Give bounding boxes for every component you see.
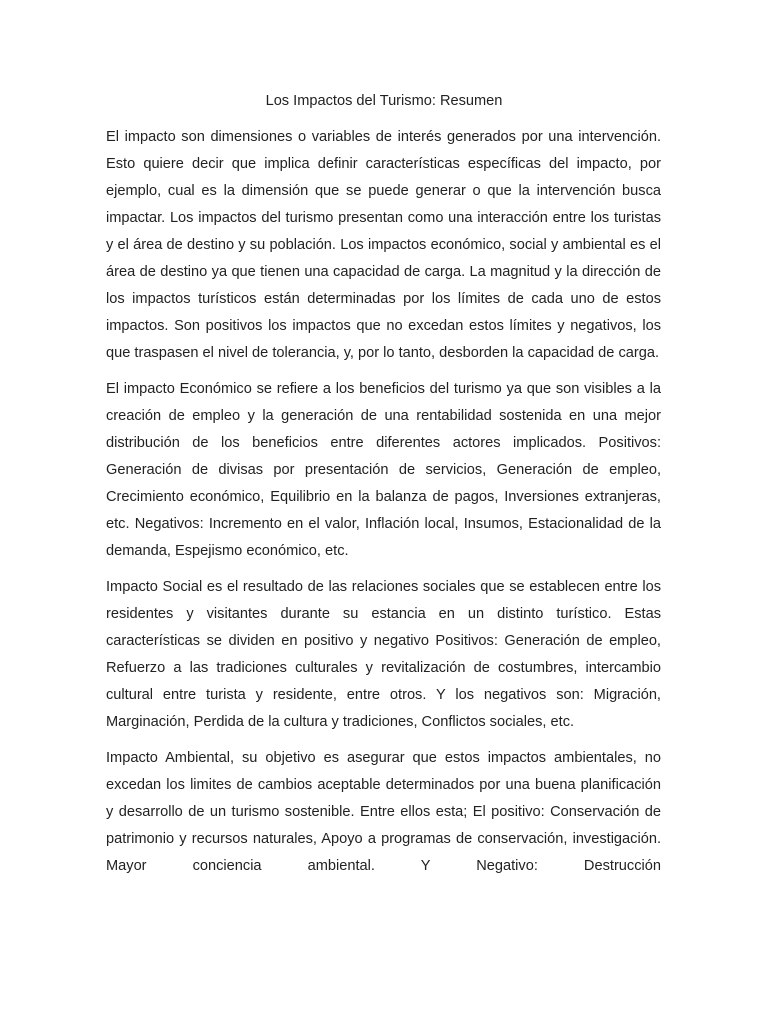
paragraph-intro: El impacto son dimensiones o variables de interés generados por una intervención. Esto quiere decir que implica definir características específicas del impacto, por ejemplo, cual es la dimensión que se puede generar o que la intervención busca impactar. Los impactos del turismo presentan como una interacción entre los turistas y el área de destino y su población. Los impactos económico, social y ambiental es el área de destino ya que tienen una capacidad de carga. La magnitud y la dirección de los impactos turísticos están determinadas por los límites de cada uno de estos impactos. Son positivos los impactos que no excedan estos límites y negativos, los que traspasen el nivel de tolerancia, y, por lo tanto, desborden la capacidad de carga.	[106, 129, 661, 361]
document-title: Los Impactos del Turismo: Resumen	[265, 93, 503, 109]
paragraph-environmental-impact: Impacto Ambiental, su objetivo es asegurar que estos impactos ambientales, no excedan los limites de cambios aceptable determinados por una buena planificación y desarrollo de un turismo sostenible. Entre ellos esta; El positivo: Conservación de patrimonio y recursos naturales, Apoyo a programas de conservación, investigación. Mayor conciencia ambiental. Y Negativo: Destrucción	[106, 750, 661, 874]
paragraph-economic-impact: El impacto Económico se refiere a los beneficios del turismo ya que son visibles a la creación de empleo y la generación de una rentabilidad sostenida en una mejor distribución de los beneficios entre diferentes actores implicados. Positivos: Generación de divisas por presentación de servicios, Generación de empleo, Crecimiento económico, Equilibrio en la balanza de pagos, Inversiones extranjeras, etc. Negativos: Incremento en el valor, Inflación local, Insumos, Estacionalidad de la demanda, Espejismo económico, etc.	[106, 381, 661, 559]
paragraph-social-impact: Impacto Social es el resultado de las relaciones sociales que se establecen entre los residentes y visitantes durante su estancia en un distinto turístico. Estas características se dividen en positivo y negativo Positivos: Generación de empleo, Refuerzo a las tradiciones culturales y revitalización de costumbres, intercambio cultural entre turista y residente, entre otros. Y los negativos son: Migración, Marginación, Perdida de la cultura y tradiciones, Conflictos sociales, etc.	[106, 579, 661, 730]
document-body	[106, 124, 661, 889]
